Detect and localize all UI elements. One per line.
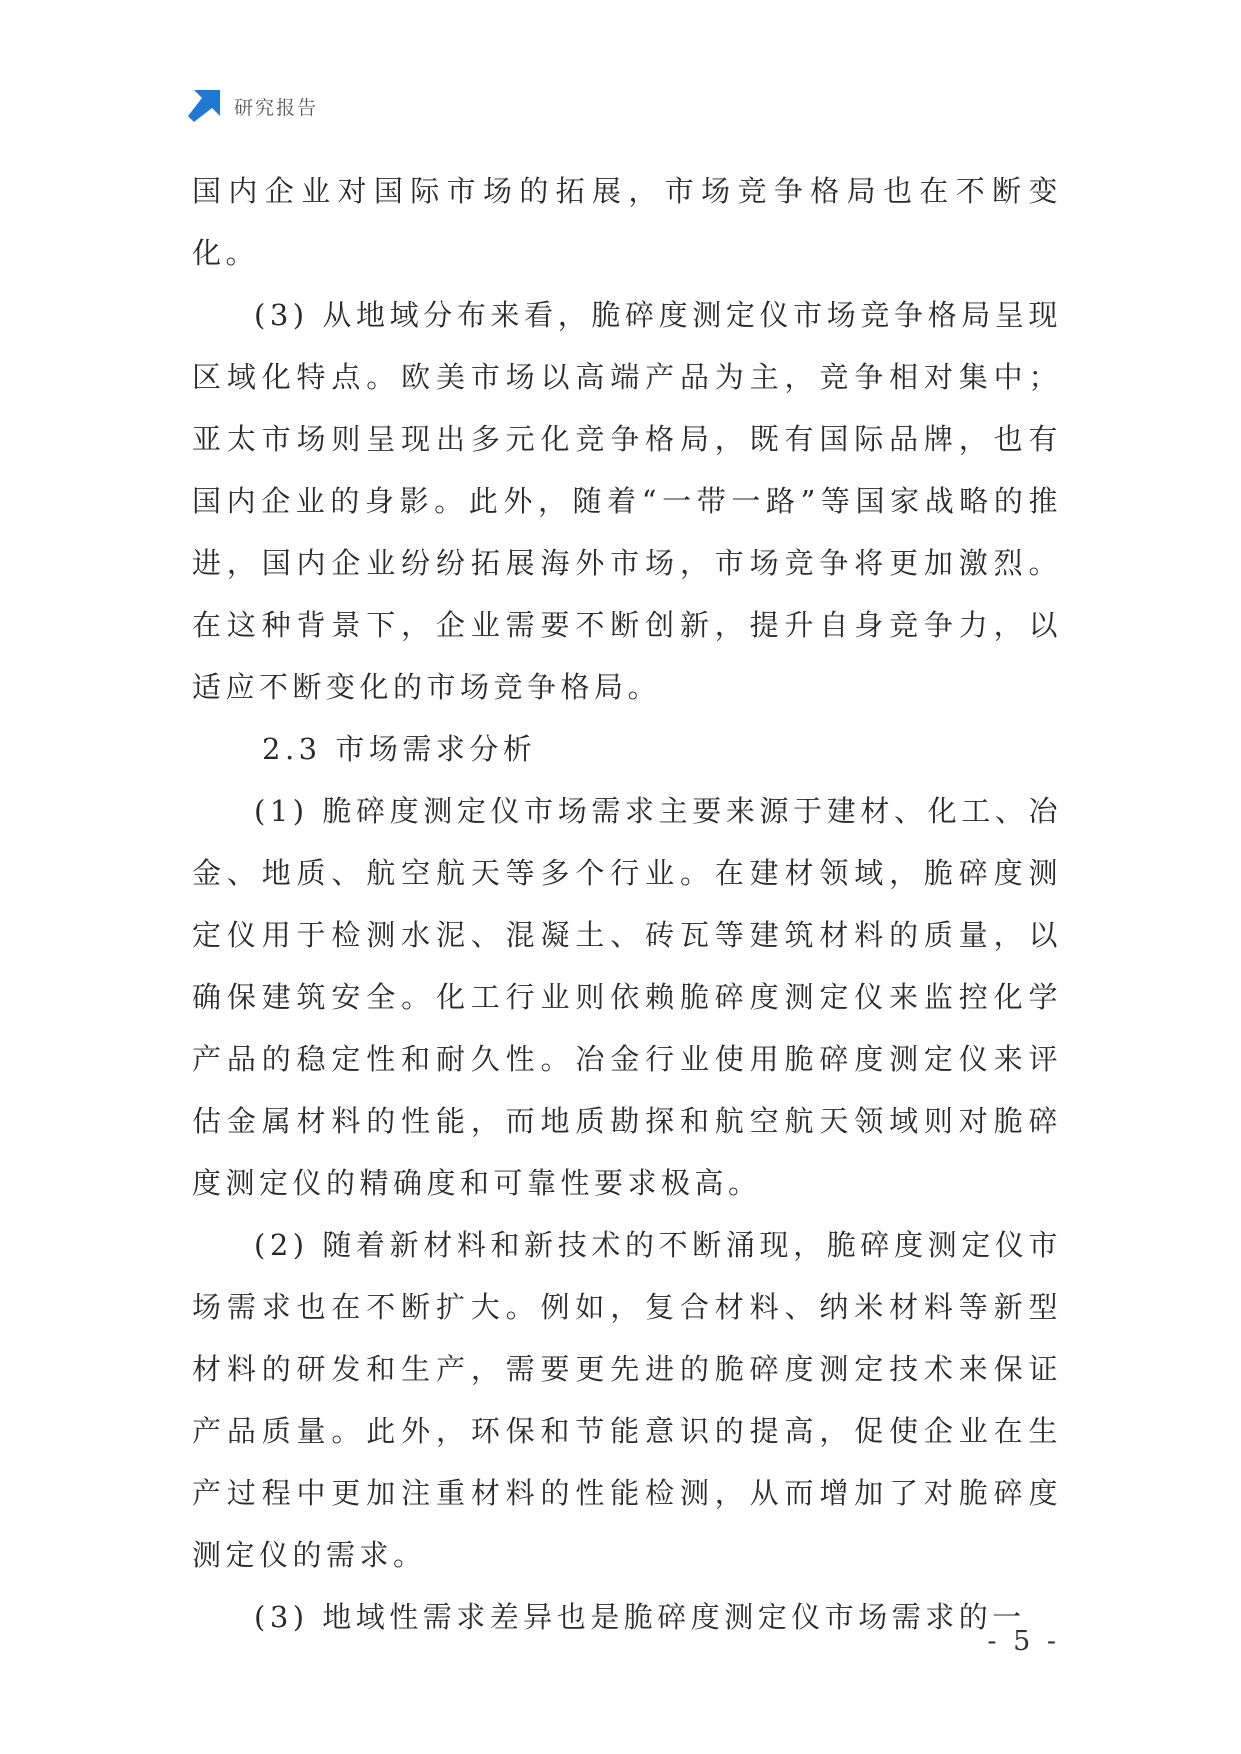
paragraph-regional-demand: (3) 地域性需求差异也是脆碎度测定仪市场需求的一	[254, 1600, 1026, 1634]
page-number: - 5 -	[987, 1626, 1060, 1657]
section-heading-market-demand: 2.3 市场需求分析	[262, 732, 537, 766]
header-title: 研究报告	[234, 96, 319, 119]
paragraph-regional-competition: (3) 从地域分布来看，脆碎度测定仪市场竞争格局呈现区域化特点。欧美市场以高端产品为主，竞争相对集中；亚太市场则呈现出多元化竞争格局，既有国际品牌，也有国内企业的身影。此外，随着“一带一路”等国家战略的推进，国内企业纷纷拓展海外市场，市场竞争将更加激烈。在这种背景下，企业需要不断创新，提升自身竞争力，以适应不断变化的市场竞争格局。	[192, 298, 1062, 704]
arrow-up-right-logo-icon	[188, 90, 220, 122]
document-body	[192, 160, 1062, 1648]
page-header	[188, 88, 318, 124]
paragraph-demand-growth: (2) 随着新材料和新技术的不断涌现，脆碎度测定仪市场需求也在不断扩大。例如，复合材料、纳米材料等新型材料的研发和生产，需要更先进的脆碎度测定技术来保证产品质量。此外，环保和节能意识的提高，促使企业在生产过程中更加注重材料的性能检测，从而增加了对脆碎度测定仪的需求。	[192, 1228, 1062, 1572]
paragraph-demand-sources: (1) 脆碎度测定仪市场需求主要来源于建材、化工、冶金、地质、航空航天等多个行业。在建材领域，脆碎度测定仪用于检测水泥、混凝土、砖瓦等建筑材料的质量，以确保建筑安全。化工行业则依赖脆碎度测定仪来监控化学产品的稳定性和耐久性。冶金行业使用脆碎度测定仪来评估金属材料的性能，而地质勘探和航空航天领域则对脆碎度测定仪的精确度和可靠性要求极高。	[192, 794, 1062, 1200]
paragraph-continuation: 国内企业对国际市场的拓展，市场竞争格局也在不断变化。	[192, 174, 1062, 270]
